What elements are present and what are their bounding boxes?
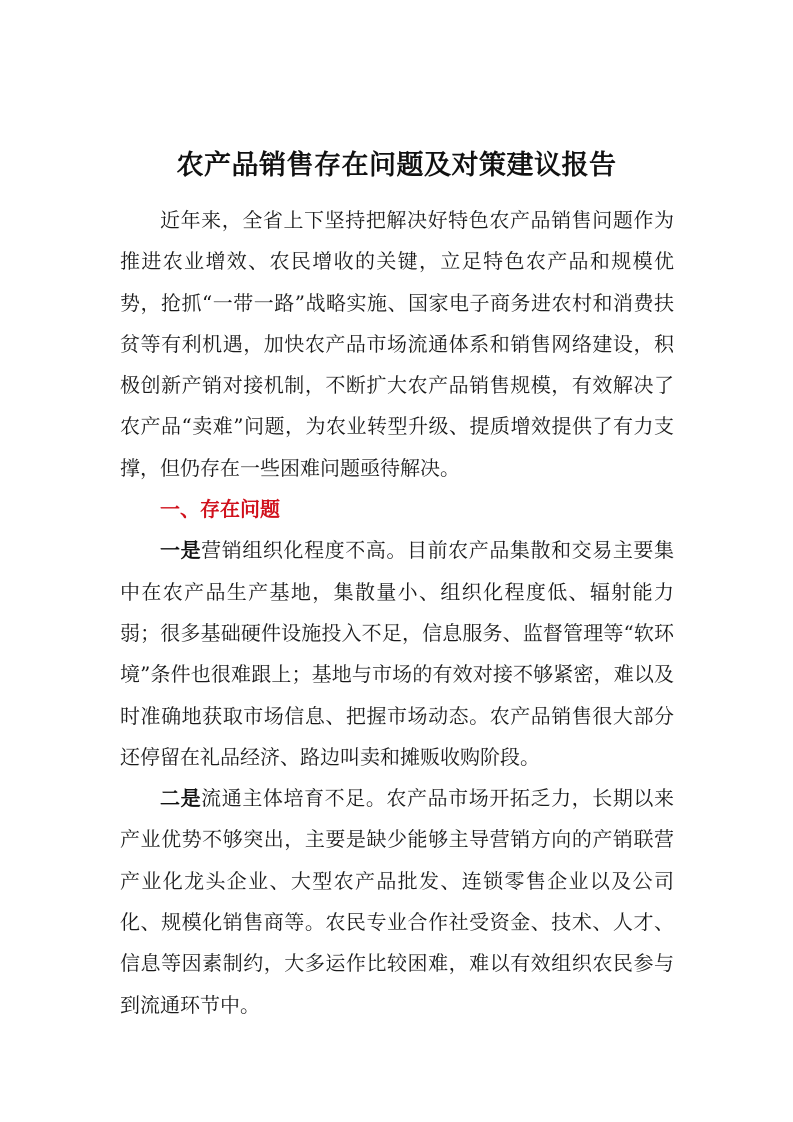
document-body bbox=[120, 200, 674, 1026]
section-heading: 一、存在问题 bbox=[160, 497, 280, 522]
problem-text-2: 流通主体培育不足。农产品市场开拓乏力，长期以来产业优势不够突出，主要是缺少能够主导营销方向的产销联营产业化龙头企业、大型农产品批发、连锁零售企业以及公司化、规模化销售商等。农民专业合作社受资金、技术、人才、信息等因素制约，大多运作比较困难，难以有效组织农民参与到流通环节中。 bbox=[120, 786, 675, 1017]
problem-text-1: 营销组织化程度不高。目前农产品集散和交易主要集中在农产品生产基地，集散量小、组织化程度低、辐射能力弱；很多基础硬件设施投入不足，信息服务、监督管理等“软环境”条件也很难跟上；基地与市场的有效对接不够紧密，难以及时准确地获取市场信息、把握市场动态。农产品销售很大部分还停留在礼品经济、路边叫卖和摊贩收购阶段。 bbox=[120, 538, 675, 769]
problem-paragraph-1 bbox=[120, 530, 674, 778]
intro-paragraph: 近年来，全省上下坚持把解决好特色农产品销售问题作为推进农业增效、农民增收的关键，立足特色农产品和规模优势，抢抓“一带一路”战略实施、国家电子商务进农村和消费扶贫等有利机遇，加快农产品市场流通体系和销售网络建设，积极创新产销对接机制，不断扩大农产品销售规模，有效解决了农产品“卖难”问题，为农业转型升级、提质增效提供了有力支撑，但仍存在一些困难问题亟待解决。 bbox=[120, 208, 674, 480]
problem-paragraph-2 bbox=[120, 778, 674, 1026]
problem-lead-2: 二是 bbox=[160, 786, 202, 811]
problem-lead-1: 一是 bbox=[160, 538, 202, 563]
page-title: 农产品销售存在问题及对策建议报告 bbox=[176, 150, 617, 182]
